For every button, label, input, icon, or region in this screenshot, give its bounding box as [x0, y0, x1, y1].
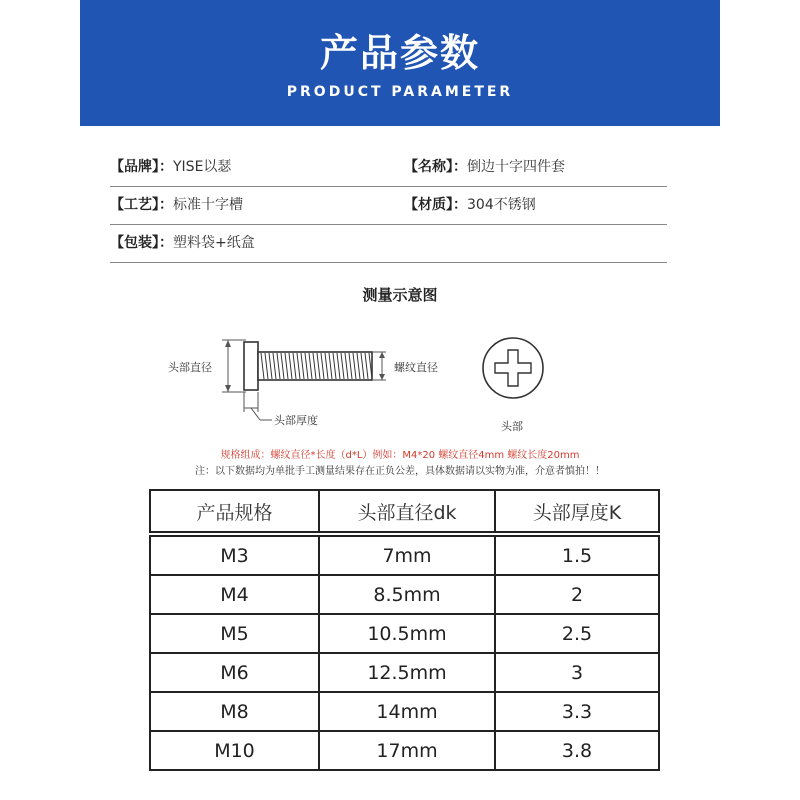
cell-head-thickness: 3.8 [495, 731, 659, 770]
brand-key: 【品牌】： [110, 159, 173, 175]
thread-diameter-label: 螺纹直径 [394, 361, 438, 374]
spec-table [149, 489, 660, 771]
cell-head-diameter: 12.5mm [319, 653, 495, 692]
table-row [150, 653, 659, 692]
brand-field [110, 148, 231, 186]
cell-head-thickness: 3 [495, 653, 659, 692]
notice: 注：以下数据均为单批手工测量结果存在正负公差，具体数据请以实物为准，介意者慎拍！！ [195, 466, 605, 477]
packaging-field [110, 224, 255, 262]
page-title: 产品参数 [319, 31, 480, 75]
cell-head-diameter: 17mm [319, 731, 495, 770]
table-row [150, 692, 659, 731]
name-field [404, 148, 565, 186]
page-subtitle: PRODUCT PARAMETER [286, 84, 514, 100]
packaging-key: 【包装】： [110, 235, 173, 251]
cell-spec: M3 [150, 536, 319, 575]
craft-value: 标准十字槽 [173, 197, 243, 213]
material-field [404, 186, 536, 224]
cell-spec: M6 [150, 653, 319, 692]
cell-spec: M5 [150, 614, 319, 653]
cell-spec: M10 [150, 731, 319, 770]
cell-head-thickness: 2 [495, 575, 659, 614]
table-header-row [150, 490, 659, 532]
head-diameter-label: 头部直径 [168, 361, 212, 374]
head-label: 头部 [501, 420, 523, 433]
cell-spec: M4 [150, 575, 319, 614]
table-row [150, 536, 659, 575]
header-banner [80, 0, 720, 126]
info-row [110, 148, 667, 187]
spec-note: 规格组成：螺纹直径*长度（d*L）例如：M4*20 螺纹直径4mm 螺纹长度20mm [220, 450, 580, 461]
material-value: 304不锈钢 [467, 197, 536, 213]
name-key: 【名称】： [404, 159, 467, 175]
head-thickness-label: 头部厚度 [274, 414, 318, 427]
diagram-title: 测量示意图 [362, 286, 438, 304]
header-spec: 产品规格 [150, 490, 319, 532]
header-head-thickness: 头部厚度K [495, 490, 659, 532]
cell-head-diameter: 14mm [319, 692, 495, 731]
header-head-diameter: 头部直径dk [319, 490, 495, 532]
cell-head-diameter: 7mm [319, 536, 495, 575]
cell-spec: M8 [150, 692, 319, 731]
info-row [110, 186, 667, 225]
screw-head [244, 342, 258, 390]
packaging-value: 塑料袋+纸盒 [173, 235, 255, 251]
cell-head-thickness: 1.5 [495, 536, 659, 575]
cell-head-thickness: 3.3 [495, 692, 659, 731]
cell-head-diameter: 10.5mm [319, 614, 495, 653]
name-value: 倒边十字四件套 [467, 159, 565, 175]
material-key: 【材质】： [404, 197, 467, 213]
table-row [150, 575, 659, 614]
info-row [110, 224, 667, 263]
table-row [150, 731, 659, 770]
cell-head-diameter: 8.5mm [319, 575, 495, 614]
cell-head-thickness: 2.5 [495, 614, 659, 653]
brand-value: YISE以瑟 [173, 159, 232, 175]
screw-thread [258, 352, 372, 380]
craft-key: 【工艺】： [110, 197, 173, 213]
measurement-diagram [160, 330, 600, 440]
craft-field [110, 186, 243, 224]
table-row [150, 614, 659, 653]
